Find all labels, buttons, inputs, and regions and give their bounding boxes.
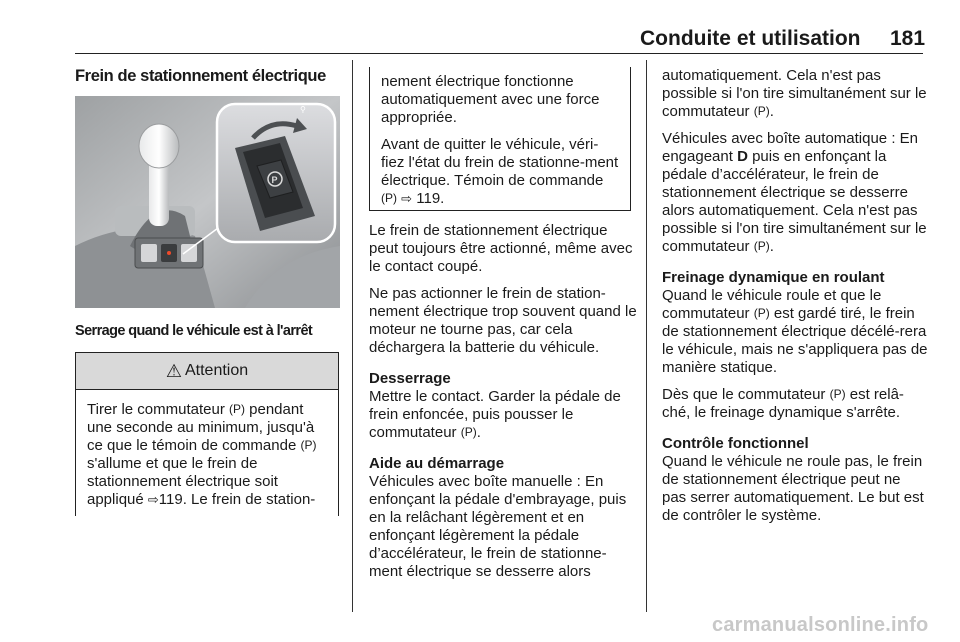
parking-brake-figure xyxy=(75,96,340,308)
park-brake-icon: (P) xyxy=(753,239,770,253)
watermark: carmanualsonline.info xyxy=(712,614,929,636)
warning-triangle-icon: ⚠ xyxy=(165,360,182,381)
page-ref-arrow-icon: ⇨ xyxy=(147,492,159,507)
park-brake-icon: (P) xyxy=(381,191,397,205)
paragraph: Dès que le commutateur (P) est relâ-ché, le freinage dynamique s'arrête. xyxy=(662,386,904,421)
svg-text:P: P xyxy=(271,175,278,185)
park-brake-icon: (P) xyxy=(228,402,245,416)
middle-column xyxy=(369,222,637,590)
paragraph: automatiquement. Cela n'est pas possible si l'on tire simultanément sur le commutateur (P). xyxy=(662,67,927,120)
aide-heading: Aide au démarrage xyxy=(369,455,505,472)
warning-box-header xyxy=(76,353,338,390)
park-brake-icon: (P) xyxy=(829,387,846,401)
paragraph: Véhicules avec boîte automatique : En engageant D puis en enfonçant la pédale d’accélérateur, le frein de stationnement électrique se desserre alors automatiquement. Cela n'est pas possible si l'on tire simultanément sur le commutateur (P). xyxy=(662,130,927,255)
park-brake-icon: (P) xyxy=(753,306,770,320)
paragraph: Le frein de stationnement électrique peut toujours être actionné, même avec le contact coupé. xyxy=(369,222,633,275)
park-brake-icon: (P) xyxy=(753,104,770,118)
note-paragraph-2: Avant de quitter le véhicule, véri-fiez l'état du frein de stationne-ment électrique. Témoin de commande (P) ⇨ 119. xyxy=(381,136,619,207)
aide-paragraph: Aide au démarrage Véhicules avec boîte manuelle : En enfonçant la pédale d'embrayage, puis en la relâchant légèrement et en enfonçant légèrement la pédale d’accélérateur, le frein de stationne-ment électrique se desserre alors xyxy=(369,455,637,581)
column-divider-2 xyxy=(646,60,647,612)
warning-title: Attention xyxy=(184,362,249,379)
header-rule xyxy=(75,53,923,54)
park-brake-icon: (P) xyxy=(300,438,317,452)
page-ref: 119 xyxy=(416,190,441,207)
note-paragraph-1: nement électrique fonctionne automatiquement avec une force appropriée. xyxy=(381,73,600,126)
right-column xyxy=(662,67,928,534)
section-title: Frein de stationnement électrique xyxy=(75,67,326,85)
page-ref: 119 xyxy=(158,491,183,508)
dynamic-braking-paragraph: Freinage dynamique en roulant Quand le véhicule roule et que le commutateur (P) est gardé tiré, le frein de stationnement électrique décélé-rera le véhicule, mais ne s'appliquera pas de manière statique. xyxy=(662,269,928,376)
functional-check-paragraph: Contrôle fonctionnel Quand le véhicule ne roule pas, le frein de stationnement électrique peut ne pas serrer automatiquement. Le but est de contrôler le système. xyxy=(662,435,928,525)
warning-body: Tirer le commutateur (P) pendant une seconde au minimum, jusqu'à ce que le témoin de commande (P) s'allume et que le frein de stationnement électrique soit appliqué ⇨119. Le frein de station- xyxy=(87,401,317,508)
svg-text:⚲: ⚲ xyxy=(300,105,306,114)
gear-letter: D xyxy=(737,148,748,165)
page-header-title: Conduite et utilisation xyxy=(640,27,861,50)
desserrage-heading: Desserrage xyxy=(369,370,451,387)
park-brake-icon: (P) xyxy=(460,425,477,439)
page-ref-arrow-icon: ⇨ xyxy=(401,191,413,206)
desserrage-paragraph: Desserrage Mettre le contact. Garder la pédale de frein enfoncée, puis pousser le commutateur (P). xyxy=(369,370,637,442)
dynamic-braking-heading: Freinage dynamique en roulant xyxy=(662,269,885,286)
column-divider-1 xyxy=(352,60,353,612)
warning-box xyxy=(75,352,339,516)
warning-continued-box xyxy=(369,67,631,211)
functional-check-heading: Contrôle fonctionnel xyxy=(662,435,809,452)
page-number: 181 xyxy=(890,27,926,50)
paragraph: Ne pas actionner le frein de station-nement électrique trop souvent quand le moteur ne tourne pas, car cela déchargera la batterie du véhicule. xyxy=(369,285,637,356)
section-subheading: Serrage quand le véhicule est à l'arrêt xyxy=(75,323,313,339)
